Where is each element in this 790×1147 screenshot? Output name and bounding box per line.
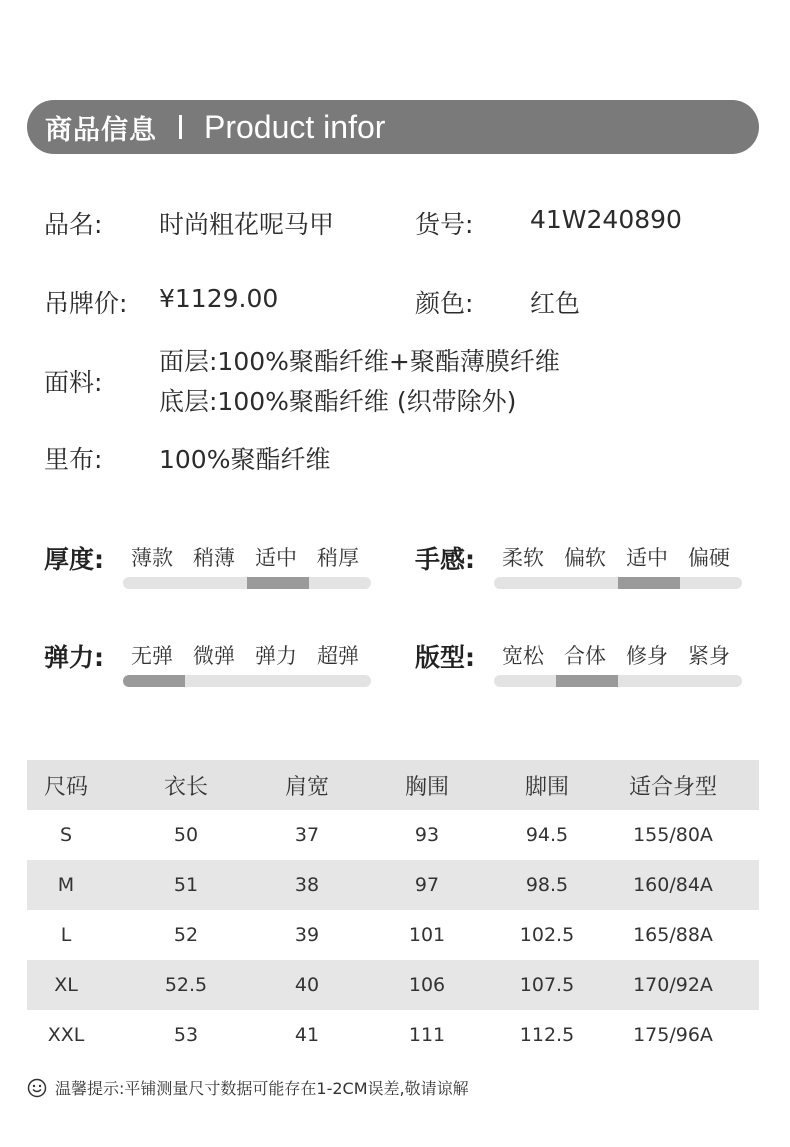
banner-title-cn: 商品信息: [45, 114, 157, 146]
table-cell: 160/84A: [633, 874, 713, 896]
color-label: 颜色:: [415, 289, 474, 318]
table-cell: L: [60, 924, 72, 946]
name-label: 品名:: [44, 210, 103, 239]
table-cell: S: [59, 824, 73, 846]
table-cell: 112.5: [519, 1024, 575, 1046]
table-header-cell: 脚围: [524, 774, 569, 800]
table-cell: 94.5: [525, 824, 569, 846]
table-cell: 97: [414, 874, 440, 896]
attribute-option: 薄款: [131, 546, 173, 570]
table-row: [27, 810, 759, 860]
table-row: [27, 860, 759, 910]
table-cell: 155/80A: [633, 824, 713, 846]
table-header-cell: 尺码: [43, 774, 88, 800]
attribute-option: 稍薄: [193, 546, 235, 570]
attribute-option: 合体: [564, 644, 606, 668]
attribute-scale-track: [123, 577, 371, 589]
table-cell: 165/88A: [633, 924, 713, 946]
table-cell: 52: [173, 924, 199, 946]
attribute-scale-fill: [556, 675, 618, 687]
table-cell: 51: [173, 874, 199, 896]
table-header-cell: 胸围: [404, 774, 449, 800]
table-cell: XL: [54, 974, 78, 996]
price-label: 吊牌价:: [44, 289, 128, 318]
attribute-scale-fill: [247, 577, 309, 589]
table-cell: 107.5: [519, 974, 575, 996]
table-row: [27, 910, 759, 960]
table-cell: 40: [294, 974, 320, 996]
table-header-cell: 肩宽: [284, 774, 329, 800]
fabric-label: 面料:: [44, 368, 103, 397]
table-cell: 37: [294, 824, 320, 846]
attribute-option: 紧身: [688, 644, 730, 668]
attribute-scale-track: [494, 577, 742, 589]
measurement-tip: [27, 1076, 469, 1099]
attribute-option: 稍厚: [317, 546, 359, 570]
fabric-line-1: 面层:100%聚酯纤维+聚酯薄膜纤维: [159, 347, 560, 376]
attribute-option: 偏硬: [688, 546, 730, 570]
table-row: [27, 960, 759, 1010]
attribute-scale-fill: [123, 675, 185, 687]
table-cell: 111: [408, 1024, 446, 1046]
attribute-option: 宽松: [502, 644, 544, 668]
table-cell: 53: [173, 1024, 199, 1046]
table-cell: 101: [408, 924, 446, 946]
smiley-icon: [27, 1078, 47, 1098]
table-cell: 50: [173, 824, 199, 846]
table-cell: 170/92A: [633, 974, 713, 996]
attribute-scale-track: [494, 675, 742, 687]
table-cell: XXL: [47, 1024, 85, 1046]
code-value: 41W240890: [530, 205, 682, 234]
attribute-option: 无弹: [131, 644, 173, 668]
table-header-cell: 适合身型: [628, 774, 717, 800]
tip-text: 温馨提示:平铺测量尺寸数据可能存在1-2CM误差,敬请谅解: [55, 1079, 469, 1098]
attribute-option: 柔软: [502, 546, 544, 570]
code-label: 货号:: [415, 210, 474, 239]
attribute-option: 适中: [626, 546, 668, 570]
table-header-cell: 衣长: [163, 774, 208, 800]
table-cell: 38: [294, 874, 320, 896]
table-cell: 175/96A: [633, 1024, 713, 1046]
table-cell: 52.5: [164, 974, 208, 996]
banner-title-en: Product infor: [204, 108, 386, 145]
attribute-option: 适中: [255, 546, 297, 570]
table-row: [27, 1010, 759, 1060]
lining-label: 里布:: [44, 445, 103, 474]
attribute-label: 版型:: [415, 643, 475, 672]
table-cell: M: [57, 874, 75, 896]
color-value: 红色: [530, 289, 581, 318]
attribute-scale-track: [123, 675, 371, 687]
fabric-line-2: 底层:100%聚酯纤维 (织带除外): [159, 387, 517, 416]
table-cell: 98.5: [525, 874, 569, 896]
table-cell: 102.5: [519, 924, 575, 946]
attribute-label: 弹力:: [44, 643, 104, 672]
attribute-option: 修身: [626, 644, 668, 668]
attribute-option: 弹力: [255, 644, 297, 668]
size-table: [27, 760, 759, 1060]
attribute-option: 超弹: [317, 644, 359, 668]
price-value: ¥1129.00: [159, 284, 279, 313]
attribute-option: 偏软: [564, 546, 606, 570]
attribute-label: 手感:: [415, 545, 475, 574]
attribute-label: 厚度:: [44, 545, 104, 574]
lining-value: 100%聚酯纤维: [159, 445, 331, 474]
attribute-scale-fill: [618, 577, 680, 589]
attribute-option: 微弹: [193, 644, 235, 668]
banner-divider: [179, 115, 182, 139]
table-cell: 41: [294, 1024, 320, 1046]
table-cell: 106: [408, 974, 446, 996]
table-cell: 39: [294, 924, 320, 946]
table-cell: 93: [414, 824, 440, 846]
table-header-row: [27, 760, 759, 810]
name-value: 时尚粗花呢马甲: [159, 210, 335, 239]
section-banner: [27, 100, 759, 154]
